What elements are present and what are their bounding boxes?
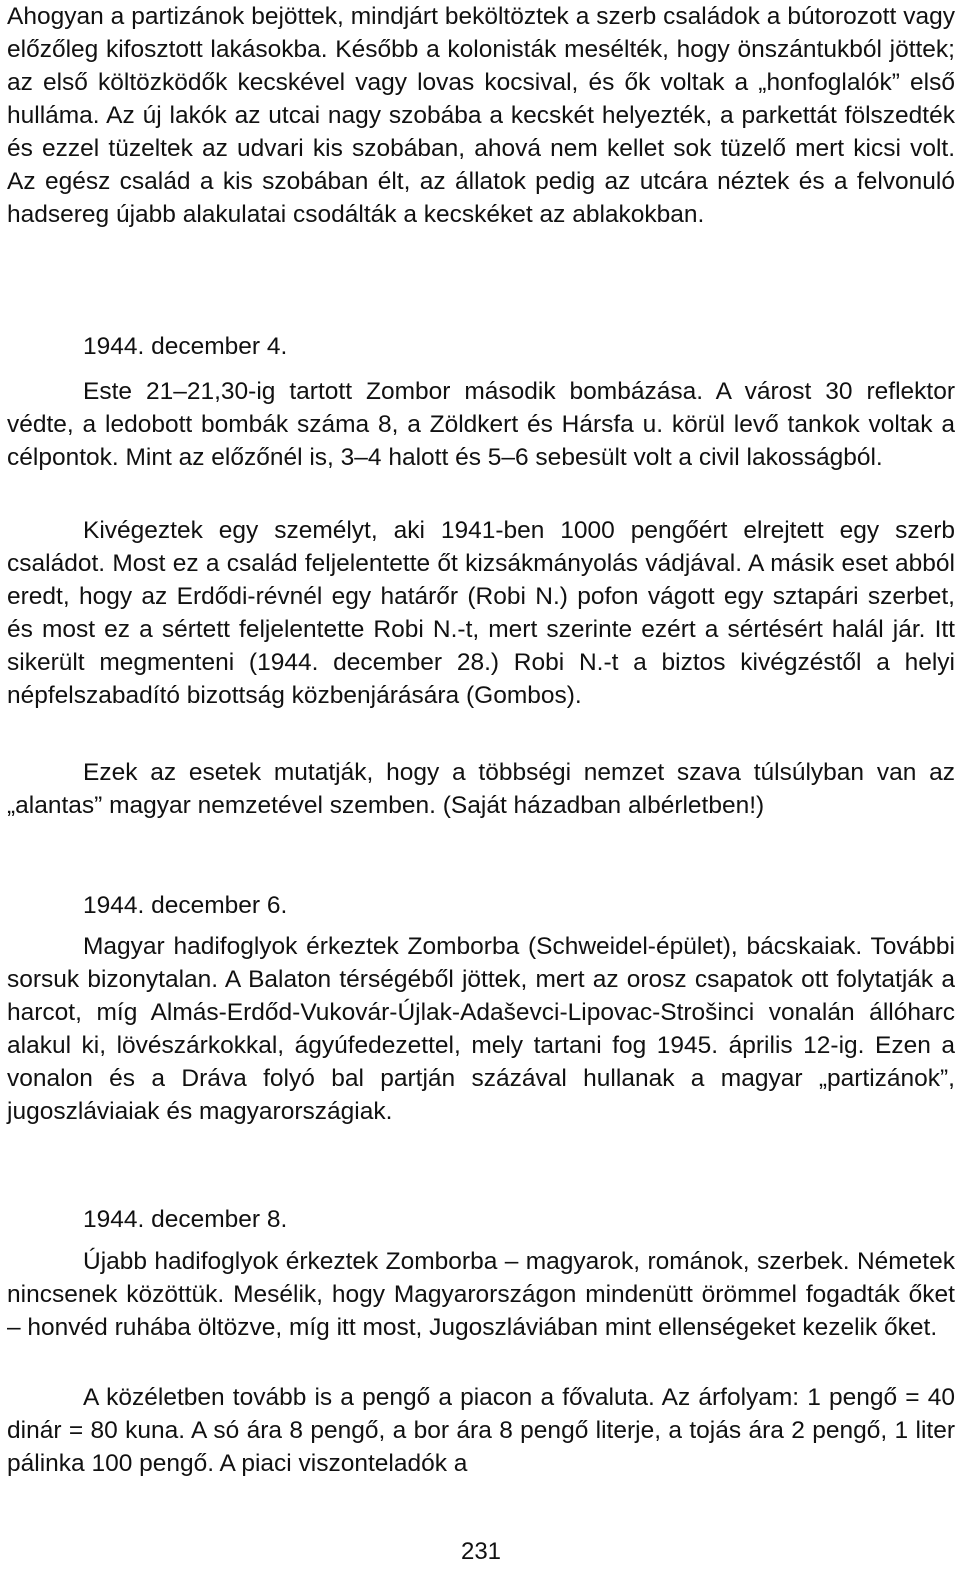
paragraph-hungarian-pows: Magyar hadifoglyok érkeztek Zomborba (Schweidel-épület), bácskaiak. További sorsuk bizonytalan. A Balaton térségéből jöttek, mert az orosz csapatok ott folytatják a harcot, míg Almás-Erdőd-Vukovár-Újlak-Adaševci-Lipovac-Strošinci vonalán állóharc alakul ki, lövészárkokkal, ágyúfedezettel, mely tartani fog 1945. április 12-ig. Ezen a vonalon és a Dráva folyó bal partján százával hullanak a magyar „partizánok”, jugoszláviaiak és magyarországiak. (7, 933, 955, 1125)
paragraph-partisans-moving-in: Ahogyan a partizánok bejöttek, mindjárt beköltöztek a szerb családok a bútorozott vagy előzőleg kifosztott lakásokba. Később a kolonisták mesélték, hogy önszántukból jöttek; az első költözködők kecskével vagy lovas kocsival, és ők voltak a „honfoglalók” első hulláma. Az új lakók az utcai nagy szobába a kecskét helyezték, a parkettát fölszedték és ezzel tüzeltek az udvari kis szobában, ahová nem kellet sok tüzelő mert kicsi volt. Az egész család a kis szobában élt, az állatok pedig az utcára néztek és a felvonuló hadsereg újabb alakulatai csodálták a kecskéket az ablakokban. (7, 3, 955, 228)
date-heading-december-8: 1944. december 8. (83, 1206, 288, 1233)
paragraph-new-pows: Újabb hadifoglyok érkeztek Zomborba – magyarok, románok, szerbek. Németek nincsenek közöttük. Mesélik, hogy Magyarországon mindenütt örömmel fogadták őket – honvéd ruhába öltözve, míg itt most, Jugoszláviában mint ellenségeket kezelik őket. (7, 1248, 955, 1341)
paragraph-executions: Kivégeztek egy személyt, aki 1941-ben 1000 pengőért elrejtett egy szerb családot. Most ez a család feljelentette őt kizsákmányolás vádjával. A másik eset abból eredt, hogy az Erdődi-révnél egy határőr (Robi N.) pofon vágott egy sztapári szerbet, és most ez a sértett feljelentette Robi N.-t, mert szerinte ezért a sértésért halál jár. Itt sikerült megmenteni (1944. december 28.) Robi N.-t a biztos kivégzéstől a helyi népfelszabadító bizottság közbenjárására (Gombos). (7, 517, 955, 709)
book-page (7, 0, 955, 1569)
paragraph-majority-nation: Ezek az esetek mutatják, hogy a többségi nemzet szava túlsúlyban van az „alantas” magyar nemzetével szemben. (Saját házadban albérletben!) (7, 759, 955, 819)
page-number: 231 (460, 1538, 502, 1565)
paragraph-second-bombing: Este 21–21,30-ig tartott Zombor második bombázása. A várost 30 reflektor védte, a ledobott bombák száma 8, a Zöldkert és Hársfa u. körül levő tankok voltak a célpontok. Mint az előzőnél is, 3–4 halott és 5–6 sebesült volt a civil lakosságból. (7, 378, 955, 471)
date-heading-december-4: 1944. december 4. (83, 333, 288, 360)
date-heading-december-6: 1944. december 6. (83, 892, 288, 919)
paragraph-currency-prices: A közéletben tovább is a pengő a piacon a fővaluta. Az árfolyam: 1 pengő = 40 dinár = 80 kuna. A só ára 8 pengő, a bor ára 8 pengő literje, a tojás ára 2 pengő, 1 liter pálinka 100 pengő. A piaci viszonteladók a (7, 1384, 955, 1477)
